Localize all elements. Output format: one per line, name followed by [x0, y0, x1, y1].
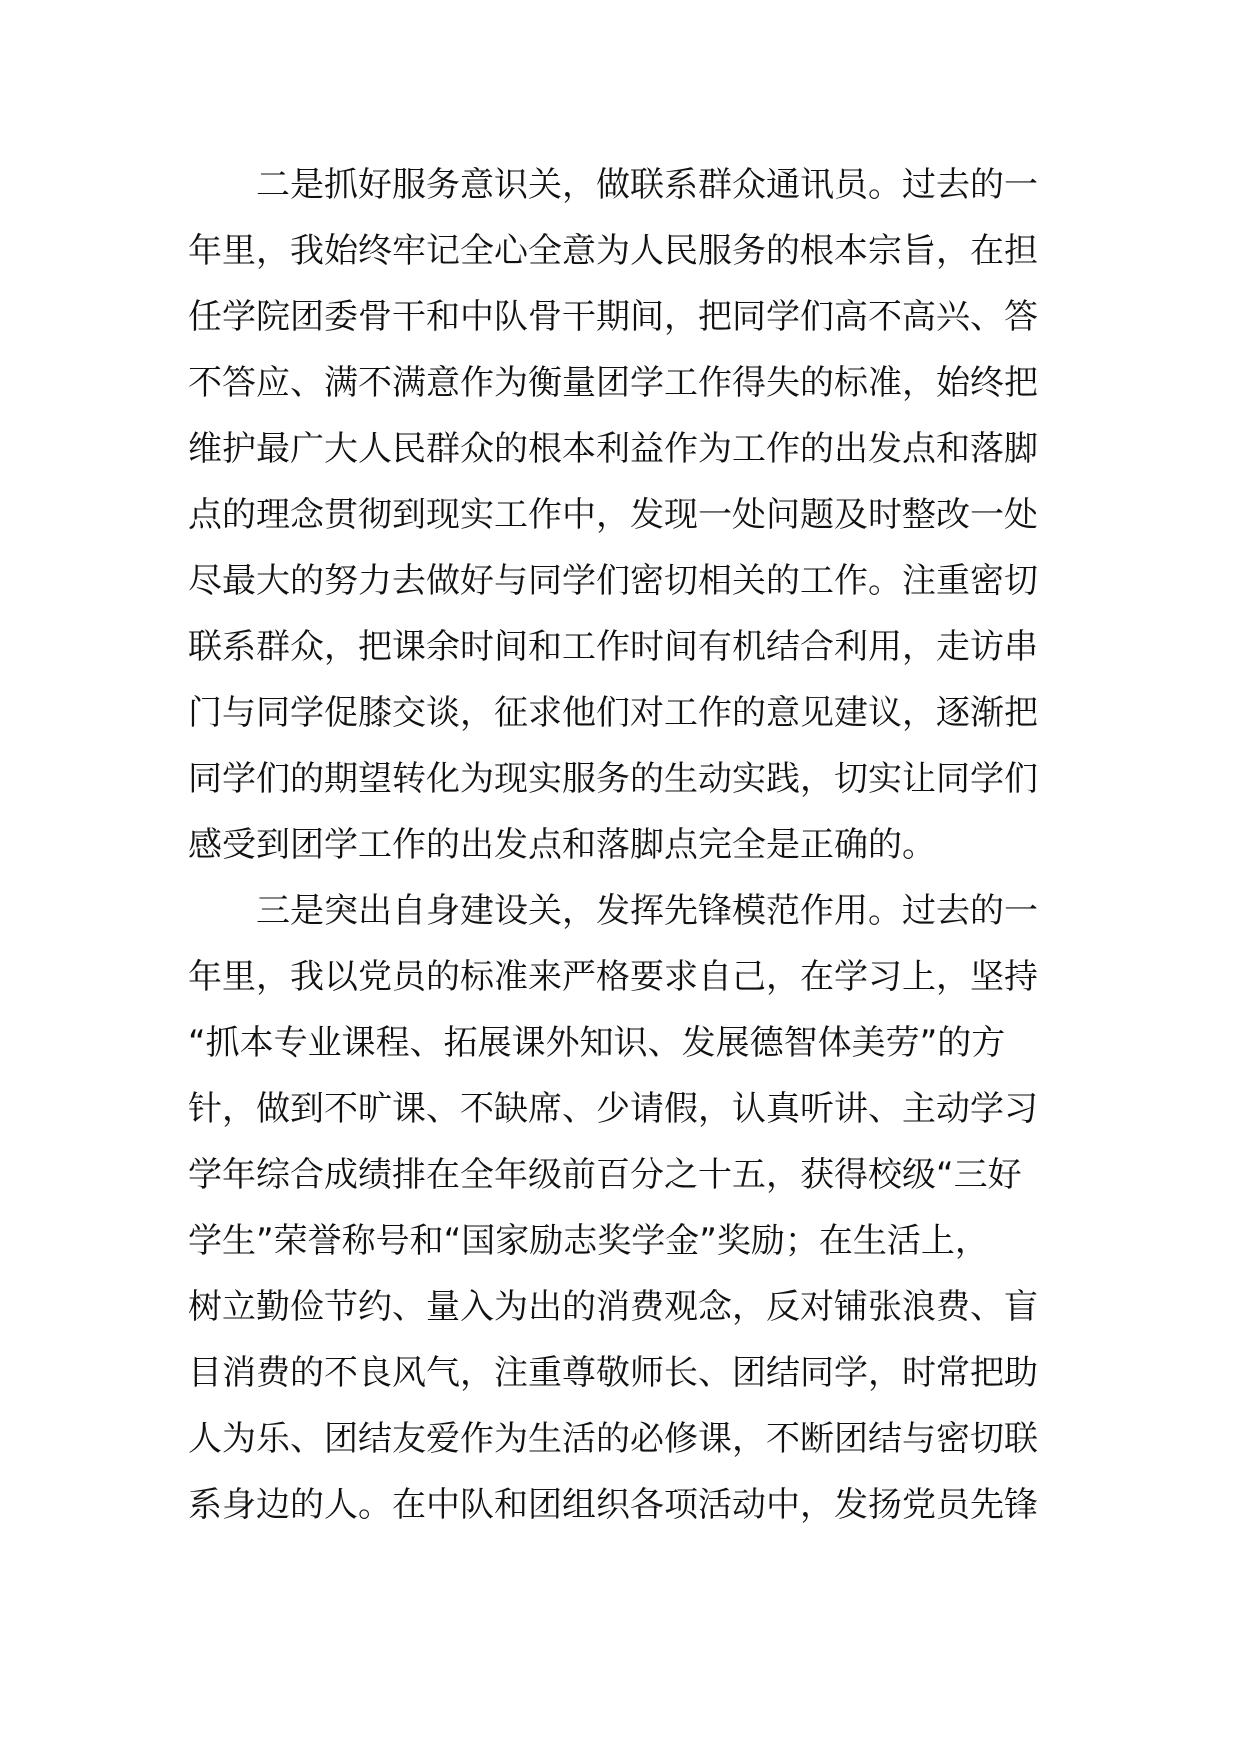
text-line: 树立勤俭节约、量入为出的消费观念，反对铺张浪费、盲 — [188, 1287, 1038, 1327]
text-line: 系身边的人。在中队和团组织各项活动中，发扬党员先锋 — [188, 1485, 1038, 1525]
text-line: 目消费的不良风气，注重尊敬师长、团结同学，时常把助 — [188, 1353, 1038, 1393]
text-line: 年里，我始终牢记全心全意为人民服务的根本宗旨，在担 — [188, 231, 1038, 271]
text-line: 针，做到不旷课、不缺席、少请假，认真听讲、主动学习 — [188, 1089, 1038, 1129]
paragraph-service-awareness — [188, 152, 1058, 878]
text-line: 二是抓好服务意识关，做联系群众通讯员。过去的一 — [256, 165, 1038, 205]
text-line: 年里，我以党员的标准来严格要求自己，在学习上，坚持 — [188, 957, 1038, 997]
text-line: 人为乐、团结友爱作为生活的必修课，不断团结与密切联 — [188, 1419, 1038, 1459]
text-line: 门与同学促膝交谈，征求他们对工作的意见建议，逐渐把 — [188, 693, 1038, 733]
text-line: 学年综合成绩排在全年级前百分之十五，获得校级“三好 — [188, 1155, 1022, 1195]
text-line: 点的理念贯彻到现实工作中，发现一处问题及时整改一处 — [188, 495, 1038, 535]
text-line: 不答应、满不满意作为衡量团学工作得失的标准，始终把 — [188, 363, 1038, 403]
text-line: 尽最大的努力去做好与同学们密切相关的工作。注重密切 — [188, 561, 1038, 601]
text-line: 维护最广大人民群众的根本利益作为工作的出发点和落脚 — [188, 429, 1038, 469]
text-line: 三是突出自身建设关，发挥先锋模范作用。过去的一 — [256, 891, 1038, 931]
body-text — [188, 152, 1058, 1538]
text-line: 感受到团学工作的出发点和落脚点完全是正确的。 — [188, 825, 936, 865]
text-line: “抓本专业课程、拓展课外知识、发展德智体美劳”的方 — [188, 1023, 1006, 1063]
text-line: 任学院团委骨干和中队骨干期间，把同学们高不高兴、答 — [188, 297, 1038, 337]
text-line: 学生”荣誉称号和“国家励志奖学金”奖励；在生活上， — [188, 1221, 989, 1261]
paragraph-self-construction — [188, 878, 1058, 1538]
text-line: 同学们的期望转化为现实服务的生动实践，切实让同学们 — [188, 759, 1038, 799]
text-line: 联系群众，把课余时间和工作时间有机结合利用，走访串 — [188, 627, 1038, 667]
